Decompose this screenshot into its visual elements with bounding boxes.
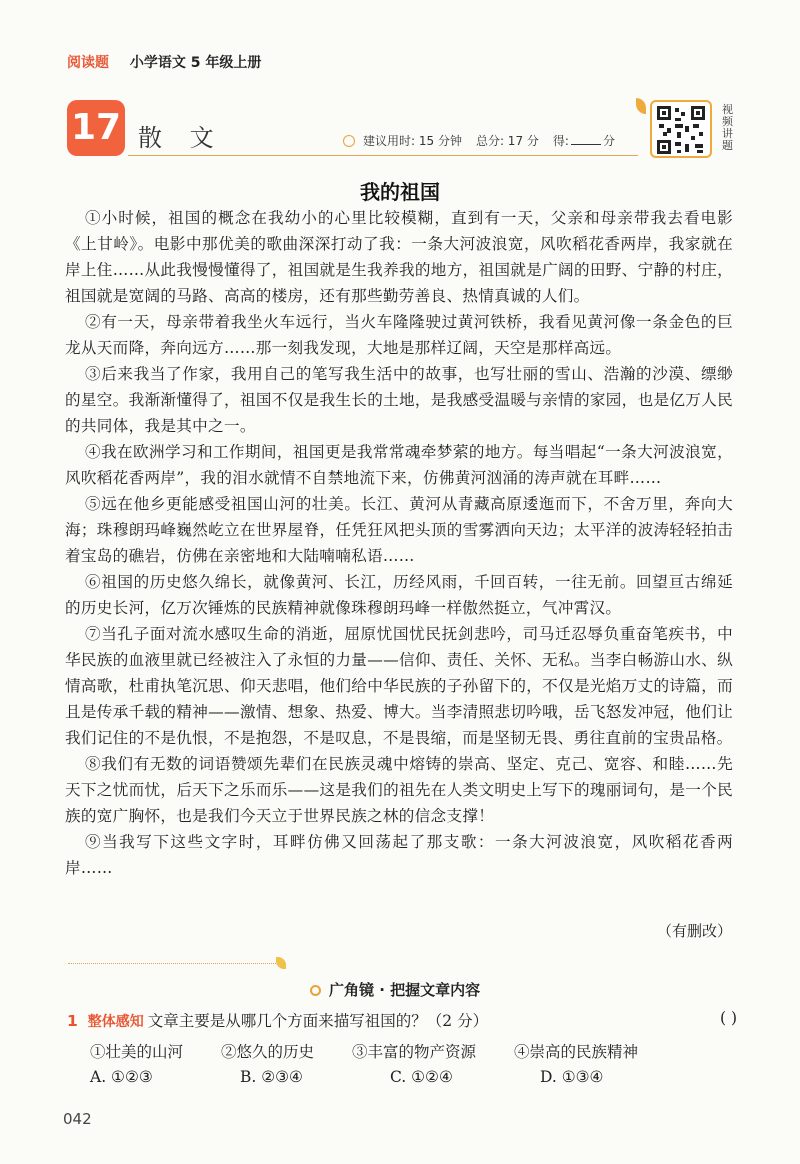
exercise-section-title	[310, 979, 480, 1000]
book-title: 小学语文 5 年级上册	[129, 55, 262, 71]
leaf-decoration-icon	[276, 957, 286, 969]
question-number: 1	[67, 1012, 78, 1030]
source-note: （有删改）	[656, 922, 732, 940]
header-rule	[128, 155, 638, 156]
choice-c[interactable]: C. ①②④	[390, 1068, 453, 1086]
choice-b[interactable]: B. ②③④	[240, 1068, 303, 1086]
lesson-number-badge: 17	[67, 100, 125, 156]
article-body	[65, 205, 733, 881]
paragraph: ⑦当孔子面对流水感叹生命的消逝，屈原忧国忧民抚剑悲吟，司马迁忍辱负重奋笔疾书，中华民族的血液里就已经被注入了永恒的力量——信仰、责任、关怀、无私。当李白畅游山水、纵情高歌，杜甫执笔沉思、仰天悲唱，他们给中华民族的子孙留下的，不仅是光焰万丈的诗篇，而且是传承千载的精神——激情、想象、热爱、博大。当李清照悲切吟哦，岳飞怒发冲冠，他们让我们记住的不是仇恨，不是抱怨，不是叹息，不是畏缩，而是坚韧无畏、勇往直前的宝贵品格。	[65, 625, 733, 747]
section-title: 散 文	[138, 124, 224, 152]
choice-d[interactable]: D. ①③④	[540, 1068, 604, 1086]
answer-blank[interactable]: ( )	[719, 1009, 737, 1027]
paragraph: ⑤远在他乡更能感受祖国山河的壮美。长江、黄河从青藏高原逶迤而下，不舍万里，奔向大海；珠穆朗玛峰巍然屹立在世界屋脊，任凭狂风把头顶的雪雾洒向天边；太平洋的波涛轻轻拍击着宝岛的礁岩，仿佛在亲密地和大陆喃喃私语……	[65, 495, 733, 565]
time-label: 建议用时: 15 分钟	[363, 134, 462, 148]
option-item: ④崇高的民族精神	[514, 1043, 639, 1061]
qr-code-icon[interactable]	[650, 100, 712, 158]
question-1	[67, 1009, 737, 1031]
question-keyword: 整体感知	[87, 1014, 144, 1030]
total-score-label: 总分: 17 分	[475, 134, 539, 148]
paragraph: ④我在欧洲学习和工作期间，祖国更是我常常魂牵梦萦的地方。每当唱起“一条大河波浪宽，风吹稻花香两岸”，我的泪水就情不自禁地流下来，仿佛黄河汹涌的涛声就在耳畔……	[65, 443, 733, 487]
question-stem: 文章主要是从哪几个方面来描写祖国的？（2 分）	[147, 1012, 489, 1030]
page-number: 042	[63, 1110, 92, 1128]
score-unit: 分	[602, 134, 615, 148]
qr-label: 视频讲题	[722, 103, 733, 152]
option-item: ②悠久的历史	[221, 1043, 315, 1061]
category-tag: 阅读题	[67, 55, 109, 71]
score-label: 得:	[552, 134, 569, 148]
paragraph: ⑧我们有无数的词语赞颂先辈们在民族灵魂中熔铸的崇高、坚定、克己、宽容、和睦……先天下之忧而忧，后天下之乐而乐——这是我们的祖先在人类文明史上写下的瑰丽词句，是一个民族的宽广胸怀，也是我们今天立于世界民族之林的信念支撑！	[65, 755, 733, 825]
running-header	[67, 52, 261, 72]
question-options	[90, 1040, 676, 1062]
section-divider	[68, 963, 276, 964]
target-ring-icon	[310, 985, 321, 996]
paragraph: ①小时候，祖国的概念在我幼小的心里比较模糊，直到有一天，父亲和母亲带我去看电影《上甘岭》。电影中那优美的歌曲深深打动了我：一条大河波浪宽，风吹稻花香两岸，我家就在岸上住……从此我慢慢懂得了，祖国就是生我养我的地方，祖国就是广阔的田野、宁静的村庄，祖国就是宽阔的马路、高高的楼房，还有那些勤劳善良、热情真诚的人们。	[65, 209, 733, 305]
exercise-section-label: 广角镜 · 把握文章内容	[329, 981, 481, 999]
option-item: ①壮美的山河	[90, 1043, 184, 1061]
answer-choices	[90, 1068, 690, 1086]
score-blank[interactable]	[571, 144, 601, 145]
option-item: ③丰富的物产资源	[352, 1043, 477, 1061]
paragraph: ③后来我当了作家，我用自己的笔写我生活中的故事，也写壮丽的雪山、浩瀚的沙漠、缥缈的星空。我渐渐懂得了，祖国不仅是我生长的土地，是我感受温暖与亲情的家园，也是亿万人民的共同体，我是其中之一。	[65, 365, 733, 435]
clock-icon	[343, 135, 355, 147]
article-title: 我的祖国	[360, 180, 440, 204]
paragraph: ⑨当我写下这些文字时，耳畔仿佛又回荡起了那支歌：一条大河波浪宽，风吹稻花香两岸……	[65, 833, 733, 877]
paragraph: ②有一天，母亲带着我坐火车远行，当火车隆隆驶过黄河铁桥，我看见黄河像一条金色的巨龙从天而降，奔向远方……那一刻我发现，大地是那样辽阔，天空是那样高远。	[65, 313, 733, 357]
choice-a[interactable]: A. ①②③	[90, 1068, 153, 1086]
paragraph: ⑥祖国的历史悠久绵长，就像黄河、长江，历经风雨，千回百转，一往无前。回望亘古绵延的历史长河，亿万次锤炼的民族精神就像珠穆朗玛峰一样傲然挺立，气冲霄汉。	[65, 573, 733, 617]
lesson-meta	[343, 132, 615, 149]
leaf-decoration-icon	[636, 98, 646, 114]
